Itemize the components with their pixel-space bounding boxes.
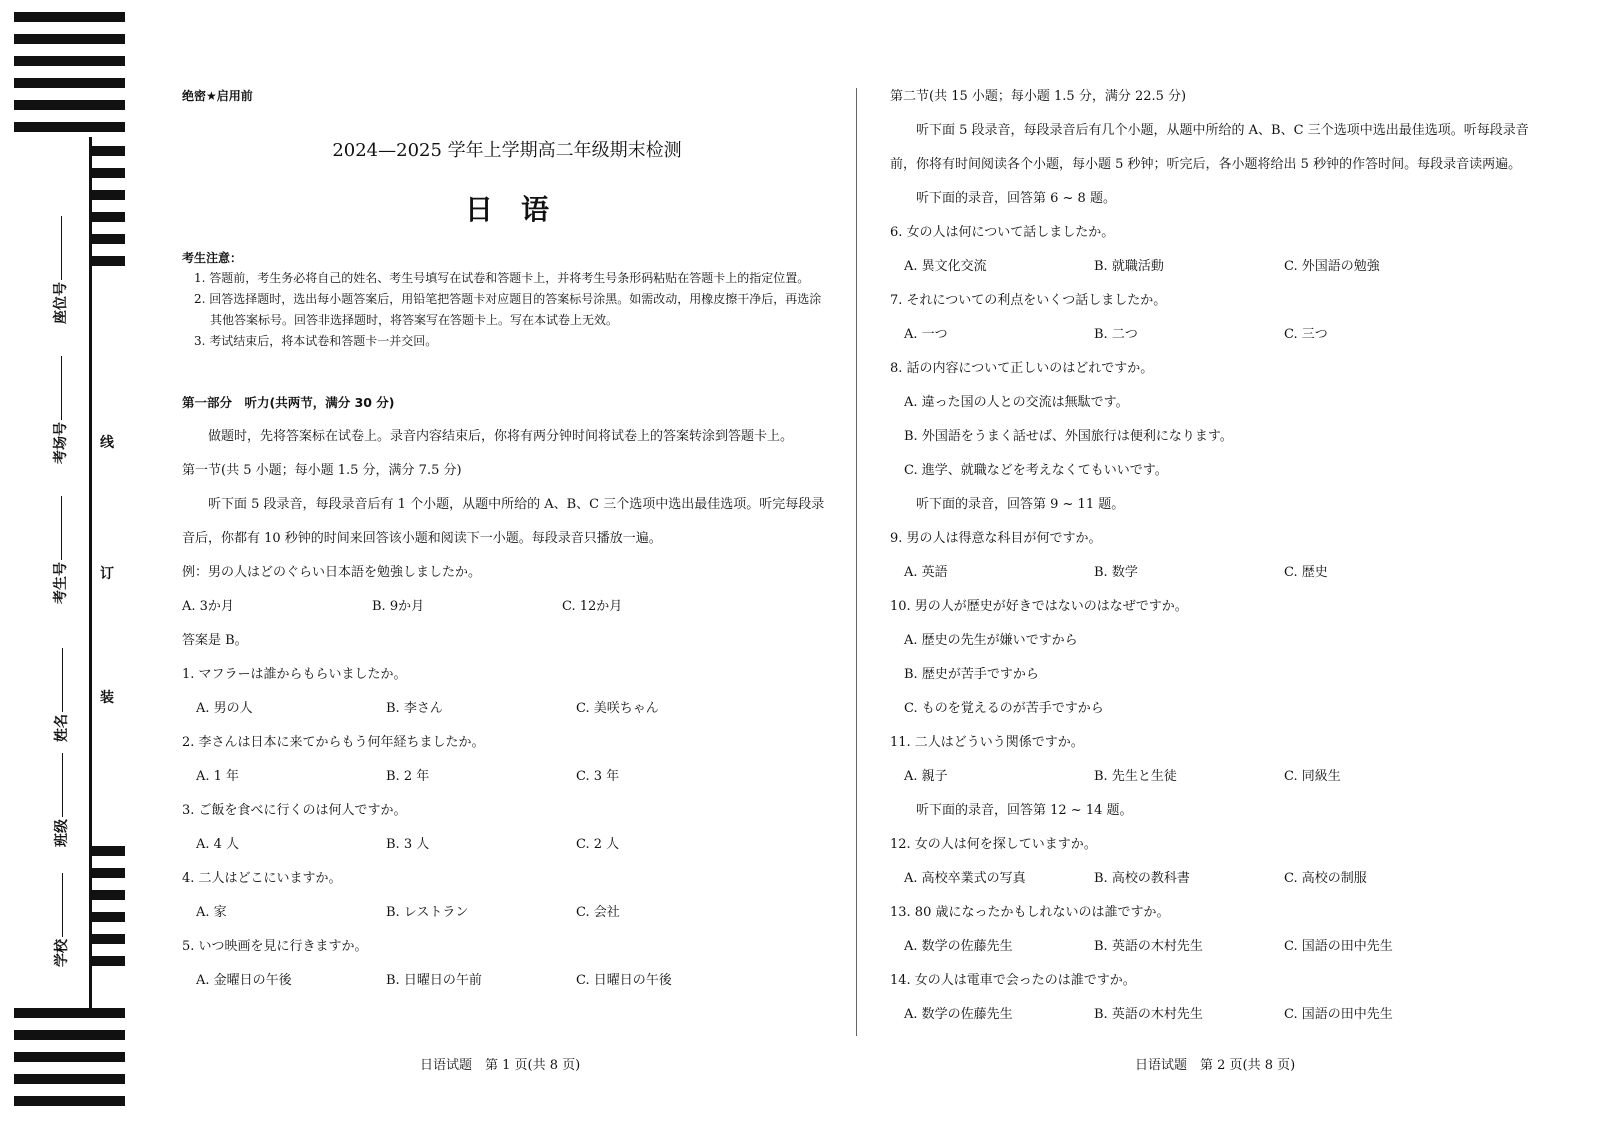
question-12: 12. 女の人は何を探していますか。 [890,837,1097,852]
option-b: B. 先生と生徒 [1094,769,1177,784]
option-b: B. 外国語をうまく話せば、外国旅行は便利になります。 [904,429,1233,444]
question-1: 1. マフラーは誰からもらいましたか。 [182,667,407,682]
option-a: A. 高校卒業式の写真 [904,871,1026,886]
option-b: B. 英語の木村先生 [1094,1007,1203,1022]
question-5-options [182,964,832,998]
question-3: 3. ご飯を食べに行くのは何人ですか。 [182,803,407,818]
question-10: 10. 男の人が歴史が好きではないのはなぜですか。 [890,599,1188,614]
option-a: A. 英語 [904,565,948,580]
option-a: A. 親子 [904,769,948,784]
option-c: C. 日曜日の午後 [576,973,672,988]
option-a: A. 数学の佐藤先生 [904,1007,1013,1022]
option-c: C. 12か月 [562,599,623,614]
question-4-options [182,896,832,930]
option-c: C. 歴史 [1284,565,1328,580]
group-3-instruction: 听下面的录音，回答第 12 ~ 14 题。 [916,803,1133,818]
barcode-stripes-bottom [14,1008,125,1118]
question-12-options [890,862,1540,896]
name-field[interactable] [51,648,71,742]
option-b: B. 9か月 [372,599,425,614]
seat-number-label: 座位号 [53,282,69,324]
question-8: 8. 話の内容について正しいのはどれですか。 [890,361,1154,376]
part-instructions: 做题时，先将答案标在试卷上。录音内容结束后，你将有两分钟时间将试卷上的答案转涂到答题卡上。 [208,429,794,444]
option-a: A. 1 年 [196,769,240,784]
notice-item: 1. 答题前，考生务必将自己的姓名、考生号填写在试卷和答题卡上，并将考生号条形码粘贴在答题卡上的指定位置。 [194,271,810,285]
subject-title: 日 语 [464,193,549,226]
page-1-footer: 日语试题 第 1 页(共 8 页) [420,1058,581,1073]
option-a: A. 4 人 [196,837,240,852]
class-field[interactable] [51,753,71,847]
option-a: A. 違った国の人との交流は無駄です。 [904,395,1129,410]
question-6-options [890,250,1540,284]
option-c: C. 3 年 [576,769,620,784]
option-b: B. 李さん [386,701,443,716]
option-a: A. 男の人 [196,701,253,716]
school-field[interactable] [51,873,71,967]
section-2-heading: 第二节(共 15 小题；每小题 1.5 分，满分 22.5 分) [890,89,1187,104]
school-label: 学校 [54,939,70,967]
name-label: 姓名 [54,714,70,742]
section-1-heading: 第一节(共 5 小题；每小题 1.5 分，满分 7.5 分) [182,463,462,478]
section-1-instructions: 听下面 5 段录音，每段录音后有 1 个小题，从题中所给的 A、B、C 三个选项中选出最佳选项。听完每段录音后，你都有 10 秒钟的时间来回答该小题和阅读下一小题。每段录音只播放一遍。 [182,497,825,546]
question-2: 2. 李さんは日本に来てからもう何年経ちましたか。 [182,735,485,750]
barcode-stripes-top [14,12,125,144]
question-11-options [890,760,1540,794]
option-c: C. 高校の制服 [1284,871,1367,886]
option-a: A. 数学の佐藤先生 [904,939,1013,954]
question-7: 7. それについての利点をいくつ話しましたか。 [890,293,1167,308]
notice-item: 3. 考试结束后，将本试卷和答题卡一并交回。 [194,334,438,348]
option-c: C. 会社 [576,905,620,920]
option-a: A. 3か月 [182,599,234,614]
option-b: B. 日曜日の午前 [386,973,482,988]
question-5: 5. いつ映画を見に行きますか。 [182,939,368,954]
example-answer: 答案是 B。 [182,633,248,648]
example-question: 例：男の人はどのぐらい日本語を勉強しましたか。 [182,565,482,580]
option-a: A. 歴史の先生が嫌いですから [904,633,1078,648]
option-b: B. 数学 [1094,565,1138,580]
option-b: B. 高校の教科書 [1094,871,1190,886]
option-c: C. ものを覚えるのが苦手ですから [904,701,1104,716]
binding-line [89,137,92,1009]
exam-room-field[interactable] [50,356,70,464]
page-2-footer: 日语试题 第 2 页(共 8 页) [1135,1058,1296,1073]
option-c: C. 2 人 [576,837,620,852]
barcode-stripes-upper-right [92,146,125,278]
bind-mark-bind: 装 [100,690,114,706]
confidential-mark: 绝密★启用前 [182,89,253,103]
notice-heading: 考生注意： [182,251,243,265]
example-options [182,590,832,624]
page-2 [890,80,1540,1032]
question-9-options [890,556,1540,590]
option-b: B. 二つ [1094,327,1138,342]
option-a: A. 金曜日の午後 [196,973,292,988]
group-2-instruction: 听下面的录音，回答第 9 ~ 11 题。 [916,497,1125,512]
option-a: A. 家 [196,905,227,920]
question-14-options [890,998,1540,1032]
option-c: C. 国語の田中先生 [1284,1007,1393,1022]
question-3-options [182,828,832,862]
option-c: C. 同級生 [1284,769,1341,784]
option-b: B. 英語の木村先生 [1094,939,1203,954]
question-9: 9. 男の人は得意な科目が何ですか。 [890,531,1102,546]
candidate-number-label: 考生号 [53,562,69,604]
option-b: B. レストラン [386,905,469,920]
section-2-instructions: 听下面 5 段录音，每段录音后有几个小题，从题中所给的 A、B、C 三个选项中选出最佳选项。听每段录音前，你将有时间阅读各个小题，每小题 5 秒钟；听完后，各小题将给出 5 秒钟的作答时间。每段录音读两遍。 [890,123,1529,172]
option-c: C. 進学、就職などを考えなくてもいいです。 [904,463,1168,478]
group-1-instruction: 听下面的录音，回答第 6 ~ 8 题。 [916,191,1116,206]
question-11: 11. 二人はどういう関係ですか。 [890,735,1084,750]
exam-room-label: 考场号 [53,422,69,464]
candidate-number-field[interactable] [50,496,70,604]
option-a: A. 一つ [904,327,948,342]
question-4: 4. 二人はどこにいますか。 [182,871,342,886]
option-b: B. 2 年 [386,769,430,784]
option-c: C. 美咲ちゃん [576,701,659,716]
option-c: C. 三つ [1284,327,1328,342]
option-a: A. 異文化交流 [904,259,987,274]
barcode-stripes-lower-right [92,846,125,978]
question-13: 13. 80 歳になったかもしれないのは誰ですか。 [890,905,1170,920]
question-14: 14. 女の人は電車で会ったのは誰ですか。 [890,973,1136,988]
option-c: C. 国語の田中先生 [1284,939,1393,954]
bind-mark-line: 线 [100,435,114,451]
option-c: C. 外国語の勉強 [1284,259,1380,274]
bind-mark-staple: 订 [100,566,114,582]
option-b: B. 歴史が苦手ですから [904,667,1039,682]
question-6: 6. 女の人は何について話しましたか。 [890,225,1115,240]
page-1 [182,80,832,998]
question-13-options [890,930,1540,964]
class-label: 班级 [54,819,70,847]
question-7-options [890,318,1540,352]
page-divider [856,88,857,1036]
notice-item: 2. 回答选择题时，选出每小题答案后，用铅笔把答题卡对应题目的答案标号涂黑。如需改动，用橡皮擦干净后，再选涂其他答案标号。回答非选择题时，将答案写在答题卡上。写在本试卷上无效。 [194,292,822,327]
exam-title: 2024—2025 学年上学期高二年级期末检测 [332,140,682,161]
question-2-options [182,760,832,794]
seat-number-field[interactable] [50,216,70,324]
question-1-options [182,692,832,726]
option-b: B. 3 人 [386,837,430,852]
option-b: B. 就職活動 [1094,259,1164,274]
part-heading: 第一部分 听力(共两节，满分 30 分) [182,395,395,410]
